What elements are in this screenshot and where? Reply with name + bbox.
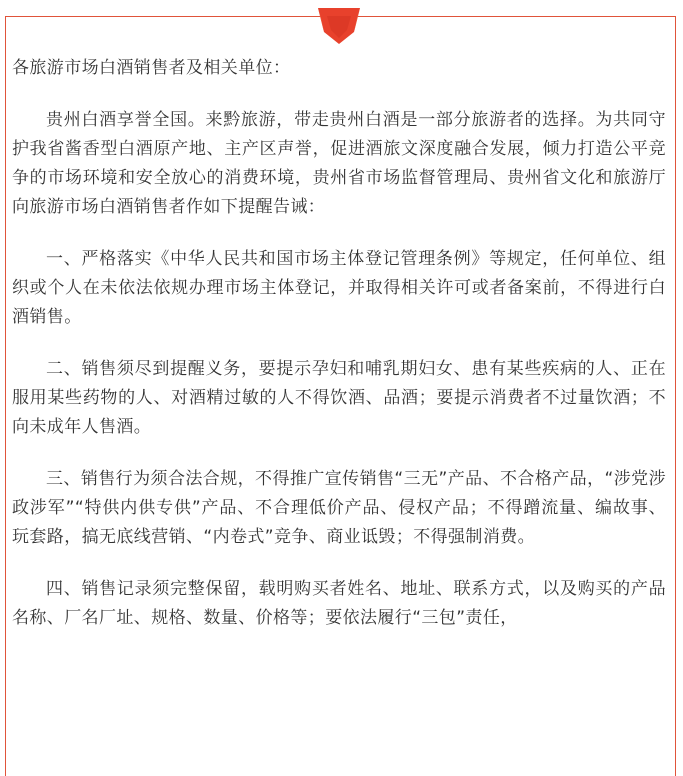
paragraph-item-1: 一、严格落实《中华人民共和国市场主体登记管理条例》等规定，任何单位、组织或个人在未依法依规办理市场主体登记，并取得相关许可或者备案前，不得进行白酒销售。 [12, 249, 666, 327]
paragraph-item-2: 二、销售须尽到提醒义务，要提示孕妇和哺乳期妇女、患有某些疾病的人、正在服用某些药物的人、对酒精过敏的人不得饮酒、品酒；要提示消费者不过量饮酒；不向未成年人售酒。 [12, 359, 666, 437]
salutation: 各旅游市场白酒销售者及相关单位： [12, 58, 291, 78]
ribbon-icon [318, 8, 360, 46]
paragraph-item-3: 三、销售行为须合法合规，不得推广宣传销售“三无”产品、不合格产品，“涉党涉政涉军”“特供内供专供”产品、不合理低价产品、侵权产品；不得蹭流量、编故事、玩套路，搞无底线营销、“内卷式”竞争、商业诋毁；不得强制消费。 [12, 469, 666, 547]
paragraph-item-4: 四、销售记录须完整保留，载明购买者姓名、地址、联系方式，以及购买的产品名称、厂名厂址、规格、数量、价格等；要依法履行“三包”责任， [12, 579, 666, 628]
document-body [12, 54, 666, 656]
paragraph-intro: 贵州白酒享誉全国。来黔旅游，带走贵州白酒是一部分旅游者的选择。为共同守护我省酱香型白酒原产地、主产区声誉，促进酒旅文深度融合发展，倾力打造公平竞争的市场环境和安全放心的消费环境，贵州省市场监督管理局、贵州省文化和旅游厅向旅游市场白酒销售者作如下提醒告诫： [12, 110, 666, 217]
